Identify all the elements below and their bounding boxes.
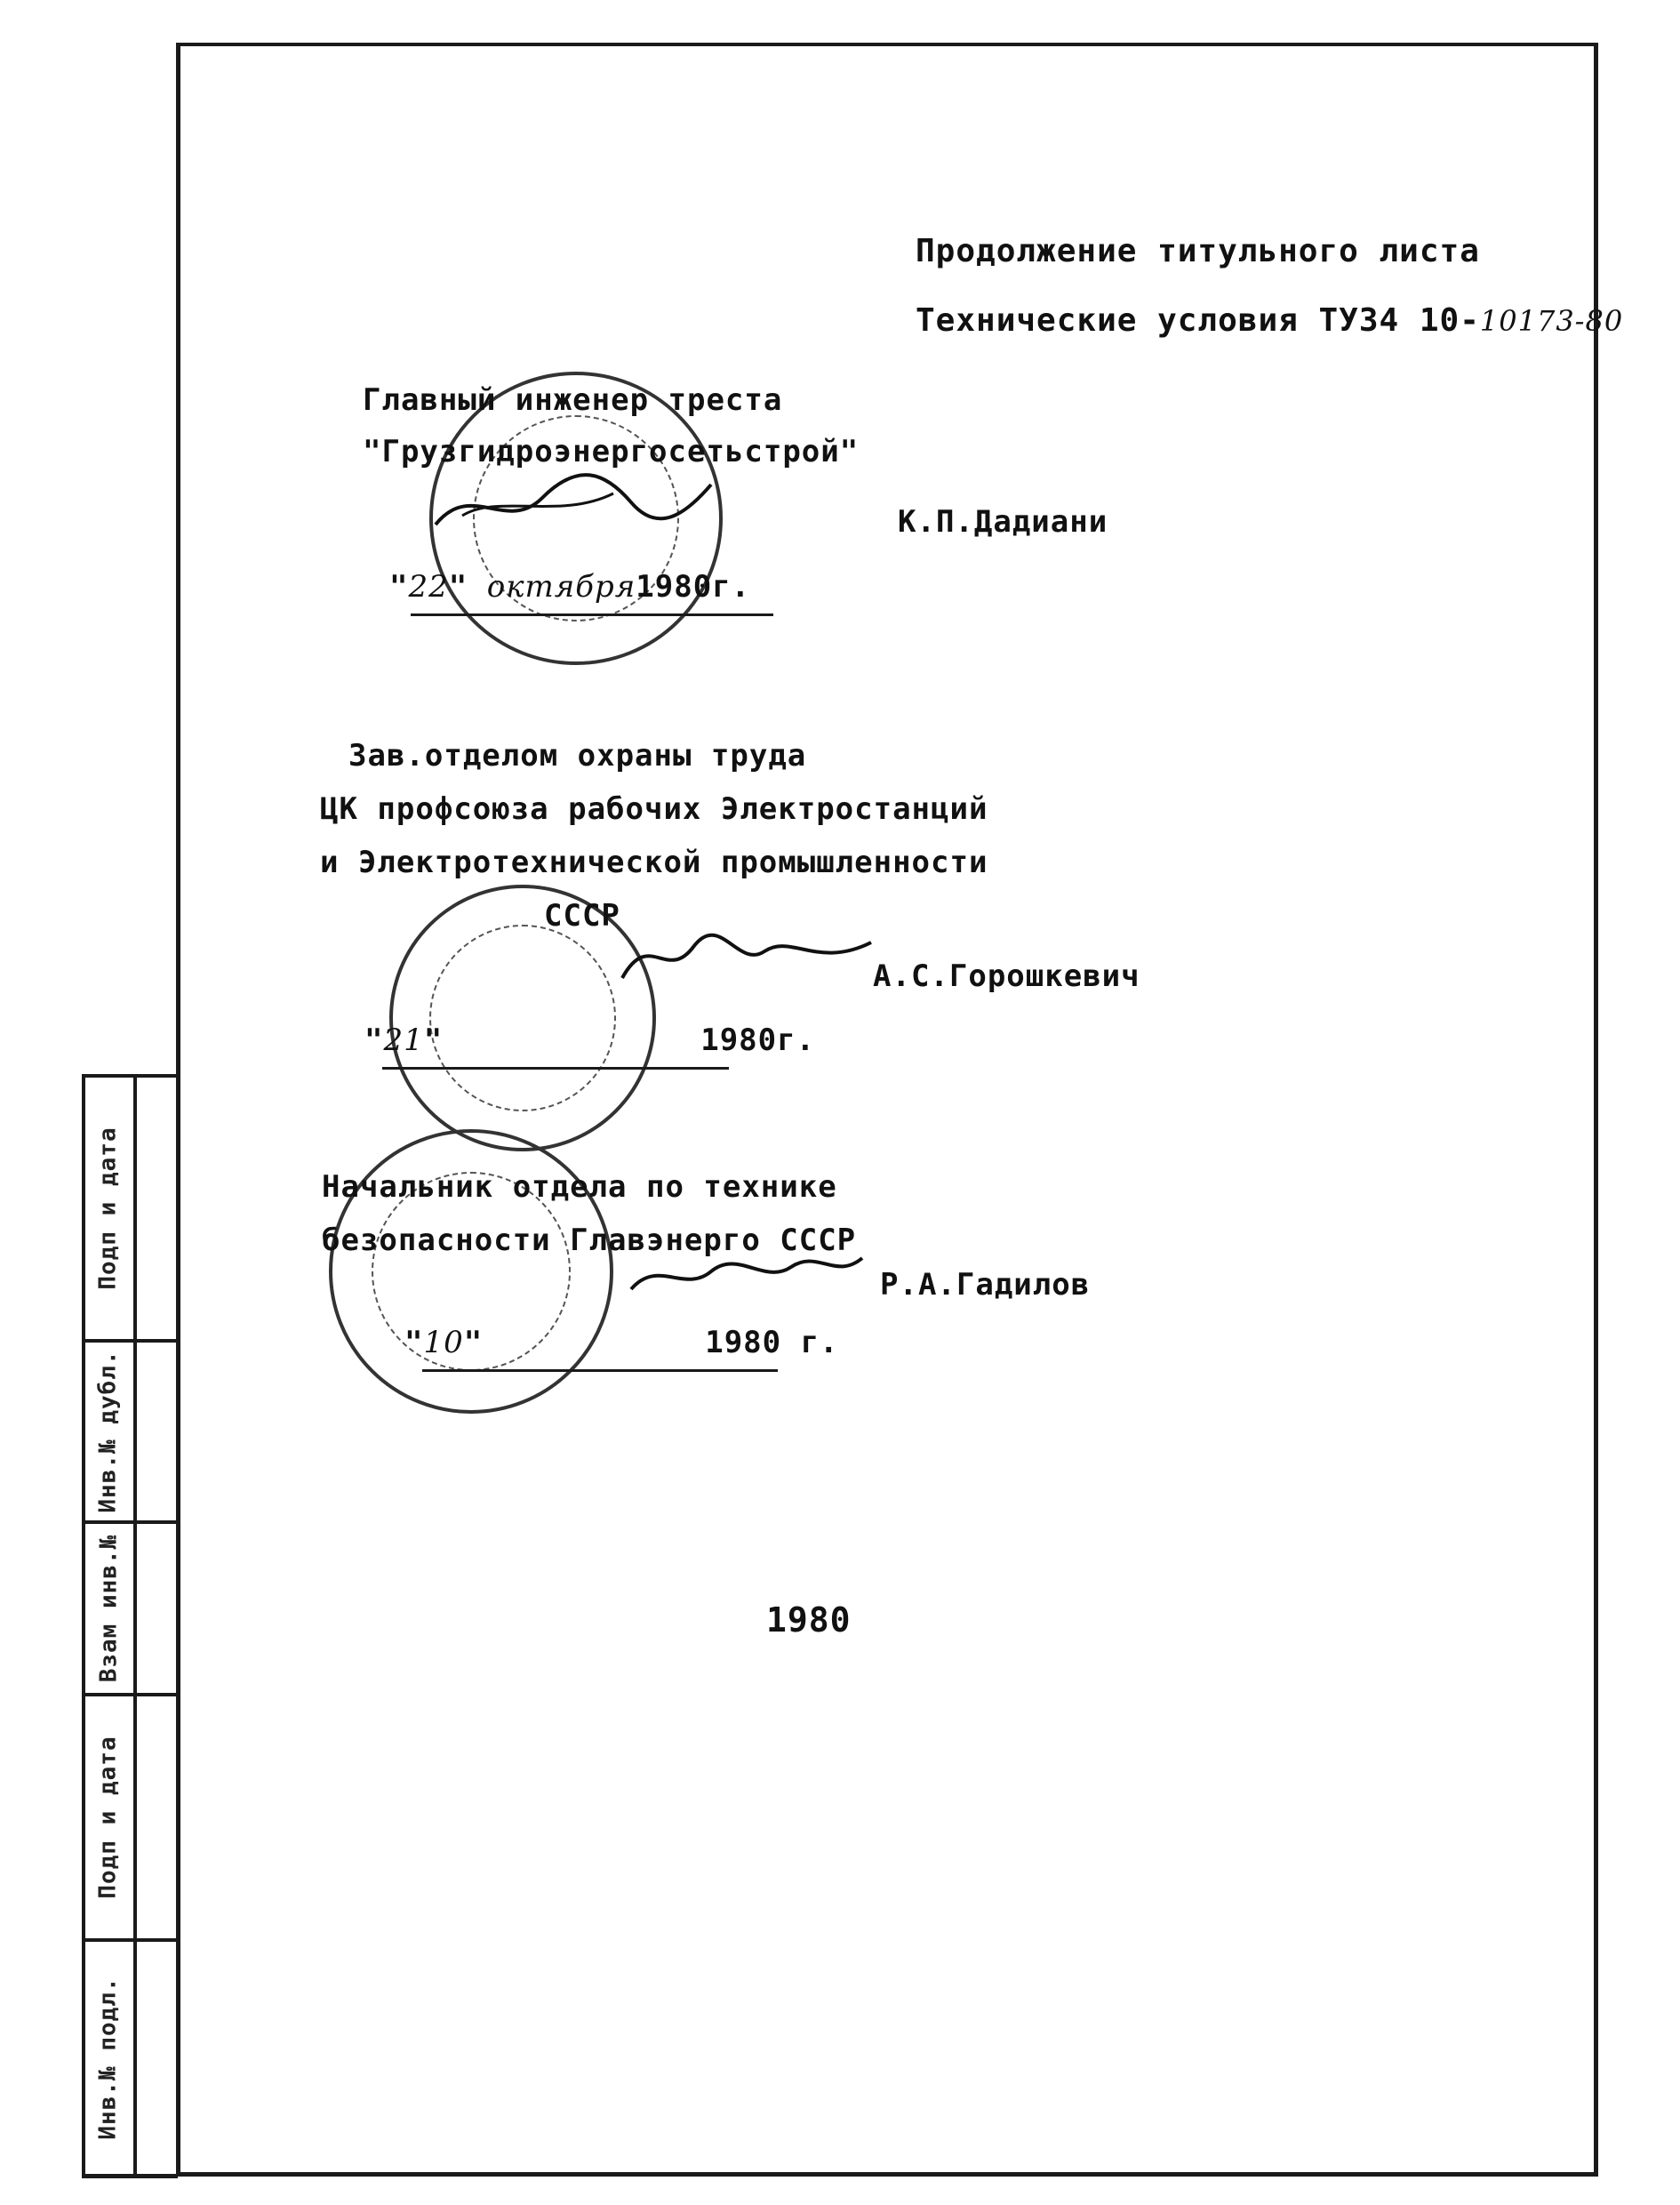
approval2-date-day: 21 — [383, 1022, 424, 1058]
signature-scribble — [622, 1240, 871, 1311]
approval1-name: К.П.Дадиани — [898, 504, 1108, 540]
page-frame — [176, 43, 1598, 2177]
approval1-date-month: октября — [486, 569, 636, 605]
signature-scribble — [427, 462, 720, 542]
spec-number-handwritten: 10173-80 — [1479, 304, 1624, 338]
approval2-title-line4: СССР — [544, 898, 620, 934]
side-strip-label: Инв.№ подл. — [95, 1976, 122, 2140]
approval3-date-year: 1980 г. — [705, 1325, 839, 1360]
approval3-title-line1: Начальник отдела по технике — [322, 1169, 837, 1205]
footer-year: 1980 — [766, 1600, 852, 1640]
approval3-date: "10" 1980 г. — [404, 1325, 839, 1360]
approval1-date-day: 22 — [408, 569, 449, 605]
approval3-name: Р.А.Гадилов — [880, 1267, 1091, 1303]
spec-number-printed: Технические условия ТУ34 10- — [916, 302, 1480, 339]
side-strip-label: Подп и дата — [95, 1736, 122, 1899]
header-line-2 — [916, 302, 1623, 339]
approval1-date: "22" октября1980г. — [389, 569, 751, 605]
approval3-title-line2: безопасности Главэнерго СССР — [322, 1223, 857, 1258]
approval1-date-year: 1980г. — [636, 569, 751, 605]
approval2-date-year: 1980г. — [700, 1022, 816, 1058]
date-underline — [411, 613, 773, 616]
side-strip-label: Подп и дата — [95, 1127, 122, 1290]
approval2-name: А.С.Горошкевич — [873, 958, 1140, 994]
approval1-title-line1: Главный инженер треста — [363, 382, 783, 418]
approval2-title-line3: и Электротехнической промышленности — [320, 845, 988, 880]
approval2-date: "21" 1980г. — [364, 1022, 816, 1058]
signature-scribble — [613, 920, 880, 991]
side-strip-divider — [133, 1074, 137, 2178]
header-line-1: Продолжение титульного листа — [916, 233, 1480, 269]
date-underline — [422, 1369, 778, 1372]
approval1-title-line2: "Грузгидроэнергосетьстрой" — [363, 434, 860, 469]
side-strip-label: Инв.№ дубл. — [95, 1350, 122, 1513]
approval3-date-day: 10 — [423, 1325, 464, 1360]
approval2-title-line1: Зав.отделом охраны труда — [348, 738, 807, 774]
approval2-title-line2: ЦК профсоюза рабочих Электростанций — [320, 791, 988, 827]
side-strip-label: Взам инв.№ — [95, 1534, 123, 1683]
date-underline — [382, 1067, 729, 1070]
